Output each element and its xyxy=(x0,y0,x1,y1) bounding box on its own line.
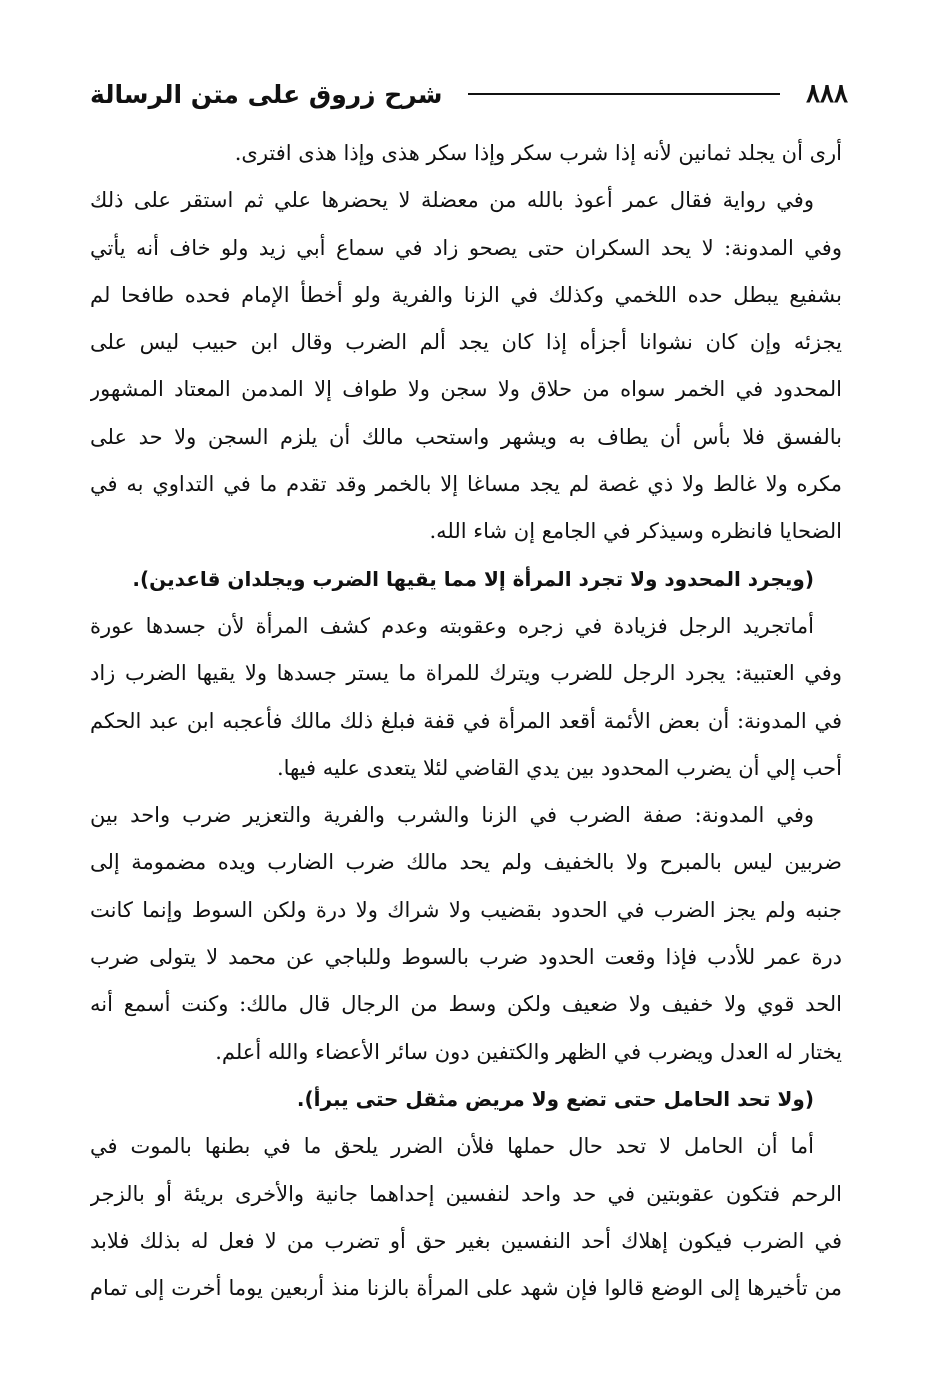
section-heading: (ويجرد المحدود ولا تجرد المرأة إلا مما يقيها الضرب ويجلدان قاعدين). xyxy=(132,566,814,591)
page-header xyxy=(90,70,848,118)
text-line: من تأخيرها إلى الوضع قالوا فإن شهد على المرأة بالزنا منذ أربعين يوما أخرت إلى تمام xyxy=(90,1276,842,1301)
text-line: وفي المدونة: لا يحد السكران حتى يصحو زاد في سماع أبي زيد ولو خاف أنه يأتي xyxy=(90,235,842,260)
text-line: في الضرب فيكون إهلاك أحد النفسين بغير حق أو تضرب من لا فعل له بذلك فلابد xyxy=(90,1228,842,1253)
text-line: أماتجريد الرجل فزيادة في زجره وعقوبته وعدم كشف المرأة لأن جسدها عورة xyxy=(90,613,815,638)
running-title: شرح زروق على متن الرسالة xyxy=(90,79,443,109)
text-line: ضربين ليس بالمبرح ولا بالخفيف ولم يحد مالك ضرب الضارب ويده مضمومة إلى xyxy=(90,850,842,875)
text-line: في المدونة: أن بعض الأئمة أقعد المرأة في قفة فبلغ ذلك مالك فأعجبه ابن عبد الحكم xyxy=(90,708,842,733)
page-number: ٨٨٨ xyxy=(806,79,848,109)
text-line: يختار له العدل ويضرب في الظهر والكتفين دون سائر الأعضاء والله أعلم. xyxy=(215,1039,842,1064)
text-line: وفي العتبية: يجرد الرجل للضرب ويترك للمراة ما يستر جسدها ولا يقيها الضرب زاد xyxy=(90,661,842,686)
text-line: المحدود في الخمر سواه من حلاق ولا سجن ولا طواف إلا المدمن المعتاد المشهور xyxy=(90,377,842,402)
text-line: الضحايا فانظره وسيذكر في الجامع إن شاء الله. xyxy=(429,519,842,544)
text-line: أرى أن يجلد ثمانين لأنه إذا شرب سكر وإذا سكر هذى وإذا هذى افترى. xyxy=(234,141,842,165)
text-line: أما أن الحامل لا تحد حال حملها فلأن الضرر يلحق ما في بطنها بالموت في xyxy=(90,1134,814,1159)
text-line: جنبه ولم يجز الضرب في الحدود بقضيب ولا شراك ولا درة ولكن السوط وإنما كانت xyxy=(90,897,842,922)
header-rule xyxy=(468,93,780,95)
text-line: وفي رواية فقال عمر أعوذ بالله من معضلة لا يحضرها علي ثم استقر على ذلك xyxy=(90,188,814,213)
page-body xyxy=(90,130,842,1312)
text-line: بشفيع يبطل حده اللخمي وكذلك في الزنا والفرية ولو أخطأ الإمام فحده طافحا لم xyxy=(90,282,842,307)
text-line: وفي المدونة: صفة الضرب في الزنا والشرب والفرية والتعزير ضرب واحد بين xyxy=(90,803,814,828)
text-line: بالفسق فلا بأس أن يطاف به ويشهر واستحب مالك أن يلزم السجن ولا حد على xyxy=(90,424,842,449)
text-line: أحب إلي أن يضرب المحدود بين يدي القاضي لئلا يتعدى عليه فيها. xyxy=(276,755,842,780)
text-line: الحد قوي ولا خفيف ولا ضعيف ولكن وسط من الرجال قال مالك: وكنت أسمع أنه xyxy=(90,992,842,1017)
text-line: يجزئه وإن كان نشوانا أجزأه إذا كان يجد ألم الضرب وقال ابن حبيب ليس على xyxy=(90,330,842,355)
section-heading: (ولا تحد الحامل حتى تضع ولا مريض مثقل حتى يبرأ). xyxy=(296,1086,814,1111)
text-line: الرحم فتكون عقوبتين في حد واحد لنفسين إحداهما جانية والأخرى بريئة أو بالزجر xyxy=(90,1181,842,1206)
text-line: مكره ولا غالط ولا ذي غصة لم يجد مساغا إلا بالخمر وقد تقدم ما في التداوي به في xyxy=(90,472,842,497)
text-line: درة عمر للأدب فإذا وقعت الحدود ضرب بالسوط وللباجي عن محمد لا يتولى ضرب xyxy=(90,945,842,970)
